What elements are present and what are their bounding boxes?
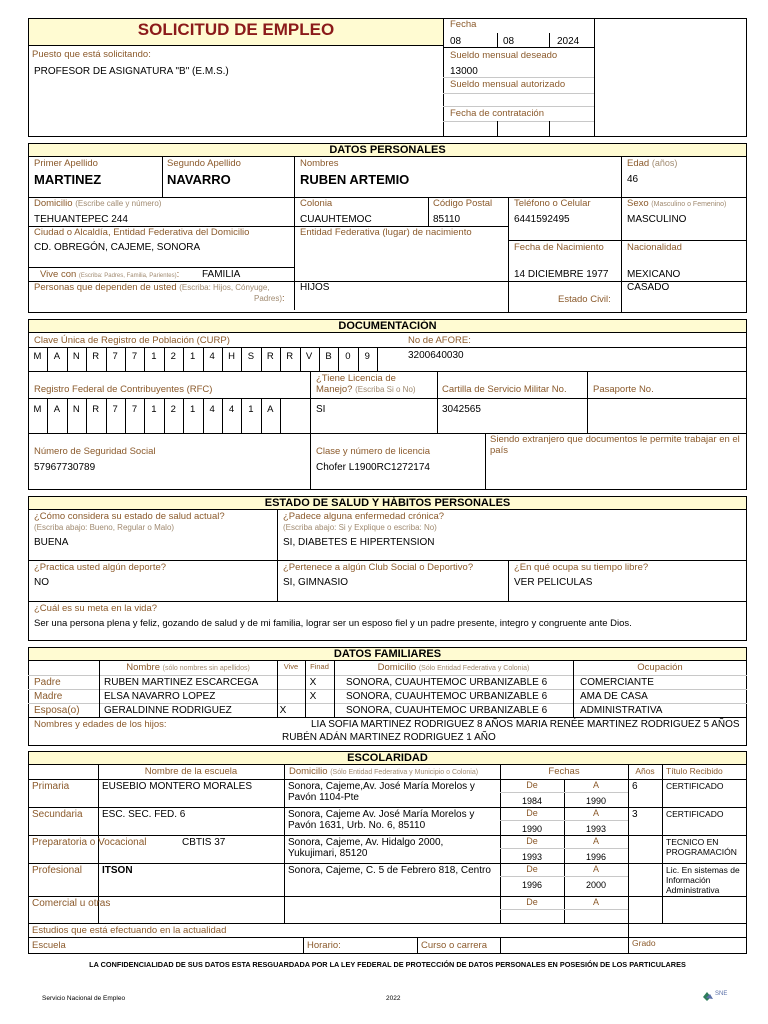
- esc-de-label: De: [526, 864, 538, 874]
- col-nombre-header: Nombre (sólo nombres sin apellidos): [126, 662, 250, 673]
- rfc-cell-divider: [280, 398, 281, 433]
- licencia-field[interactable]: SI: [316, 404, 326, 415]
- rfc-char: 4: [228, 404, 235, 415]
- familiar-nombre[interactable]: GERALDINNE RODRIGUEZ: [104, 705, 232, 716]
- esc-de-label: De: [526, 780, 538, 790]
- esc-de-label: De: [526, 808, 538, 818]
- cronica-hint: (Escriba abajo: Si y Explique o escriba: No): [283, 523, 437, 532]
- esc-date-divider: [500, 792, 628, 793]
- esc-escuela[interactable]: ITSON: [102, 865, 133, 876]
- curp-char: R: [286, 351, 294, 362]
- curp-char: 0: [345, 351, 351, 362]
- licencia-label: ¿Tiene Licencia de: [316, 373, 396, 384]
- estado-civil-field[interactable]: CASADO: [627, 282, 670, 293]
- sne-logo: [702, 989, 732, 1003]
- meta-field[interactable]: Ser una persona plena y feliz, gozando de salud y de mi familia, lograr ser un esposo fiel y un padre presente, integro y congruente ante Dios.: [34, 618, 632, 629]
- curp-char: 1: [151, 351, 157, 362]
- esc-escuela[interactable]: ESC. SEC. FED. 6: [102, 809, 186, 820]
- primer-apellido-label: Primer Apellido: [34, 158, 98, 169]
- esc-de-label: De: [526, 897, 538, 907]
- cartilla-label: Cartilla de Servicio Militar No.: [442, 384, 567, 395]
- esc-nivel: Preparatoria o Vocacional: [32, 837, 147, 848]
- esc-row-divider: [28, 835, 747, 836]
- curp-char: 1: [190, 351, 196, 362]
- curp-char: 7: [131, 351, 138, 362]
- vive-con-label: Vive con (Escriba: Padres, Familia, Parientes):: [40, 269, 180, 280]
- hijos-line-2[interactable]: RUBÉN ADÁN MARTINEZ RODRIGUEZ 1 AÑO: [282, 732, 496, 743]
- segundo-apellido-field[interactable]: NAVARRO: [167, 172, 231, 187]
- sne-logo-text: SNE: [715, 991, 728, 997]
- esc-a-year[interactable]: 1993: [585, 824, 607, 834]
- afore-field[interactable]: 3200640030: [408, 350, 464, 361]
- cronica-label: ¿Padece alguna enfermedad crónica?: [283, 511, 445, 522]
- esc-a-year[interactable]: 1996: [585, 852, 607, 862]
- vive-con-field[interactable]: FAMILIA: [202, 269, 241, 280]
- curp-char: M: [33, 351, 42, 362]
- esc-a-year[interactable]: 1990: [585, 796, 607, 806]
- esc-titulo-l2[interactable]: Información: [666, 875, 711, 885]
- extranjero-label: Siendo extranjero que documentos le permite trabajar en el país: [490, 434, 740, 456]
- edad-field[interactable]: 46: [627, 174, 639, 185]
- domicilio-field[interactable]: TEHUANTEPEC 244: [34, 214, 128, 225]
- sexo-field[interactable]: MASCULINO: [627, 214, 687, 225]
- esc-date-divider: [500, 909, 628, 910]
- rfc-char: 1: [190, 404, 196, 415]
- club-field[interactable]: SI, GIMNASIO: [283, 577, 349, 588]
- familiar-nombre[interactable]: RUBEN MARTINEZ ESCARCEGA: [104, 677, 259, 688]
- esc-titulo-l3[interactable]: Administrativa: [666, 885, 720, 895]
- nacionalidad-label: Nacionalidad: [627, 242, 682, 253]
- horario-label: Horario:: [307, 940, 341, 951]
- hijos-label: Nombres y edades de los hijos:: [34, 719, 167, 730]
- dependen-field[interactable]: HIJOS: [300, 282, 330, 293]
- footer-left: Servicio Nacional de Empleo: [42, 995, 126, 1002]
- familiar-domicilio[interactable]: SONORA, CUAUHTEMOC URBANIZABLE 6: [346, 691, 548, 702]
- curp-char: B: [325, 351, 332, 362]
- club-label: ¿Pertenece a algún Club Social o Deportivo?: [283, 562, 474, 573]
- curp-char: N: [72, 351, 80, 362]
- curp-char: V: [305, 351, 313, 362]
- rfc-label: Registro Federal de Contribuyentes (RFC): [34, 384, 213, 395]
- rfc-char: A: [267, 404, 274, 415]
- ciudad-label: Ciudad o Alcaldía, Entidad Federativa del Domicilio: [34, 227, 250, 238]
- esc-de-year[interactable]: 1993: [521, 852, 543, 862]
- licencia-label-2: Manejo? (Escriba Si o No): [316, 384, 416, 395]
- curp-cell-divider: [377, 347, 378, 371]
- nss-field[interactable]: 57967730789: [34, 462, 96, 473]
- ciudad-field[interactable]: CD. OBREGÓN, CAJEME, SONORA: [34, 242, 201, 253]
- esc-row-divider: [28, 863, 747, 864]
- esc-date-divider: [500, 848, 628, 849]
- meta-label: ¿Cuál es su meta en la vida?: [34, 603, 158, 614]
- col-domicilio-header: Domicilio (Sólo Entidad Federativa y Colonia): [377, 662, 530, 673]
- rfc-char: 7: [112, 404, 118, 415]
- familiar-nombre[interactable]: ELSA NAVARRO LOPEZ: [104, 691, 216, 702]
- esc-titulo-l1[interactable]: CERTIFICADO: [666, 781, 724, 791]
- rfc-char: A: [53, 404, 61, 415]
- cp-label: Código Postal: [433, 198, 493, 209]
- esc-titulo-l1[interactable]: CERTIFICADO: [666, 809, 724, 819]
- nss-label: Número de Seguridad Social: [34, 446, 156, 457]
- esc-domicilio-l2[interactable]: Pavón 1631, Urb. No. 6, 85110: [288, 820, 426, 831]
- segundo-apellido-label: Segundo Apellido: [167, 158, 241, 169]
- familiar-domicilio[interactable]: SONORA, CUAUHTEMOC URBANIZABLE 6: [346, 705, 548, 716]
- familiar-ocupacion[interactable]: AMA DE CASA: [580, 691, 648, 702]
- curp-char: A: [53, 351, 61, 362]
- telefono-field[interactable]: 6441592495: [514, 214, 570, 225]
- curso-label: Curso o carrera: [421, 940, 487, 951]
- esc-date-divider: [500, 820, 628, 821]
- escuela-actual-label: Escuela: [32, 940, 66, 951]
- rfc-char: 1: [248, 404, 254, 415]
- esc-a-label: A: [592, 836, 599, 846]
- estado-salud-hint: (Escriba abajo: Bueno, Regular o Malo): [34, 523, 175, 532]
- familiares-title: DATOS FAMILIARES: [28, 647, 747, 661]
- esc-titulo-l1[interactable]: TECNICO EN: [666, 837, 719, 847]
- fecha-day-field[interactable]: 08: [450, 36, 462, 47]
- esc-a-year[interactable]: 2000: [585, 880, 607, 890]
- familiar-finado[interactable]: X: [309, 691, 317, 702]
- rfc-char: M: [33, 404, 42, 415]
- estudios-actuales-label: Estudios que está efectuando en la actualidad: [32, 925, 227, 936]
- esc-row-divider: [28, 807, 747, 808]
- dependen-hint: Padres):: [254, 293, 285, 304]
- curp-label: Clave Única de Registro de Población (CURP): [34, 335, 230, 346]
- esc-de-year[interactable]: 1990: [521, 824, 543, 834]
- familiar-ocupacion[interactable]: ADMINISTRATIVA: [580, 705, 663, 716]
- familiar-relacion: Esposa(o): [34, 705, 80, 716]
- esc-row-divider: [28, 896, 747, 897]
- esc-anos[interactable]: 6: [632, 781, 638, 792]
- familiar-domicilio[interactable]: SONORA, CUAUHTEMOC URBANIZABLE 6: [346, 677, 548, 688]
- fecha-nacimiento-field[interactable]: 14 DICIEMBRE 1977: [514, 269, 609, 280]
- puesto-label: Puesto que está solicitando:: [32, 49, 151, 60]
- sueldo-deseado-field[interactable]: 13000: [450, 66, 478, 77]
- familiar-vive[interactable]: X: [279, 705, 287, 716]
- esc-domicilio-l1[interactable]: Sonora, Cajeme Av. José María Morelos y: [288, 809, 475, 820]
- esc-domicilio-l1[interactable]: Sonora, Cajeme, C. 5 de Febrero 818, Centro: [288, 865, 491, 876]
- esc-de-year[interactable]: 1996: [521, 880, 543, 890]
- nombres-field[interactable]: RUBEN ARTEMIO: [300, 172, 410, 187]
- curp-char: 7: [112, 351, 118, 362]
- privacy-notice: LA CONFIDENCIALIDAD DE SUS DATOS ESTA RESGUARDADA POR LA LEY FEDERAL DE PROTECCIÓN DE DATOS PERSONALES EN POSESIÓN DE LOS PARTICULARES: [89, 960, 686, 969]
- cp-field[interactable]: 85110: [433, 214, 461, 225]
- grado-label: Grado: [632, 938, 656, 948]
- familiar-relacion: Madre: [34, 691, 63, 702]
- deporte-field[interactable]: NO: [34, 577, 49, 588]
- colonia-label: Colonia: [300, 198, 333, 209]
- rfc-char: R: [92, 404, 100, 415]
- documentacion-title: DOCUMENTACIÓN: [28, 319, 747, 333]
- esc-escuela[interactable]: EUSEBIO MONTERO MORALES: [102, 781, 253, 792]
- salud-title: ESTADO DE SALUD Y HÁBITOS PERSONALES: [28, 496, 747, 510]
- nacionalidad-field[interactable]: MEXICANO: [627, 269, 681, 280]
- dependen-label: Personas que dependen de usted (Escriba: Hijos, Cónyuge,: [34, 282, 270, 293]
- fecha-year-field[interactable]: 2024: [557, 36, 580, 47]
- hijos-line-1[interactable]: LIA SOFIA MARTINEZ RODRIGUEZ 8 AÑOS MARIA RENÉE MARTINEZ RODRIGUEZ 5 AÑOS: [311, 719, 740, 730]
- domicilio-label: Domicilio (Escribe calle y número): [34, 198, 162, 209]
- rfc-char: 1: [151, 404, 157, 415]
- familiar-finado[interactable]: X: [309, 677, 317, 688]
- familiar-relacion: Padre: [34, 677, 61, 688]
- col-fechas-header: Fechas: [548, 766, 580, 777]
- deporte-label: ¿Practica usted algún deporte?: [34, 562, 167, 573]
- col-escuela-header: Nombre de la escuela: [144, 766, 238, 777]
- cronica-field[interactable]: SI, DIABETES E HIPERTENSION: [283, 537, 435, 548]
- sueldo-autorizado-label: Sueldo mensual autorizado: [450, 79, 566, 90]
- sexo-label: Sexo (Masculino o Femenino): [627, 198, 727, 209]
- tiempo-libre-label: ¿En qué ocupa su tiempo libre?: [514, 562, 649, 573]
- curp-char: S: [247, 351, 255, 362]
- curp-char: 2: [170, 351, 176, 362]
- esc-a-label: A: [592, 808, 599, 818]
- col-anos-header: Años: [635, 766, 655, 776]
- page-title: SOLICITUD DE EMPLEO: [137, 20, 335, 39]
- telefono-label: Teléfono o Celular: [514, 198, 591, 209]
- curp-char: 4: [209, 351, 215, 362]
- curp-char: 9: [364, 351, 370, 362]
- esc-nivel: Comercial u otras: [32, 898, 111, 909]
- esc-a-label: A: [592, 780, 599, 790]
- cartilla-field[interactable]: 3042565: [442, 404, 481, 415]
- estado-salud-label: ¿Cómo considera su estado de salud actual?: [34, 511, 225, 522]
- esc-nivel: Primaria: [32, 781, 70, 792]
- col-ocupacion-header: Ocupación: [637, 662, 683, 673]
- sueldo-deseado-label: Sueldo mensual deseado: [450, 50, 558, 61]
- esc-domicilio-l2[interactable]: Pavón 1104-Pte: [288, 792, 359, 803]
- pasaporte-label: Pasaporte No.: [593, 384, 654, 395]
- estado-salud-field[interactable]: BUENA: [34, 537, 69, 548]
- esc-domicilio-l1[interactable]: Sonora, Cajeme,Av. José María Morelos y: [288, 781, 475, 792]
- rfc-char: N: [72, 404, 80, 415]
- esc-nivel: Secundaria: [32, 809, 83, 820]
- curp-char: R: [266, 351, 274, 362]
- nombres-label: Nombres: [300, 158, 339, 169]
- fecha-nacimiento-label: Fecha de Nacimiento: [514, 242, 604, 253]
- datos-personales-title: DATOS PERSONALES: [28, 143, 747, 157]
- clase-licencia-field[interactable]: Chofer L1900RC1272174: [316, 462, 430, 473]
- esc-domicilio-l1[interactable]: Sonora, Cajeme, Av. Hidalgo 2000,: [288, 837, 444, 848]
- col-vive-header: Vive: [283, 662, 299, 671]
- esc-nivel: Profesional: [32, 865, 83, 876]
- primer-apellido-field[interactable]: MARTINEZ: [34, 172, 102, 187]
- afore-label: No de AFORE:: [408, 335, 471, 346]
- entidad-nacimiento-label: Entidad Federativa (lugar) de nacimiento: [300, 227, 472, 238]
- edad-label: Edad (años): [627, 158, 678, 169]
- fecha-contratacion-label: Fecha de contratación: [450, 108, 545, 119]
- esc-titulo-l2[interactable]: PROGRAMACIÓN: [666, 847, 737, 857]
- esc-titulo-l1[interactable]: Lic. En sistemas de: [666, 865, 740, 875]
- puesto-field[interactable]: PROFESOR DE ASIGNATURA "B" (E.M.S.): [34, 66, 229, 77]
- esc-de-year[interactable]: 1984: [521, 796, 543, 806]
- esc-date-divider: [500, 876, 628, 877]
- esc-de-label: De: [526, 836, 538, 846]
- col-titulo-header: Título Recibido: [666, 766, 723, 776]
- familiar-ocupacion[interactable]: COMERCIANTE: [580, 677, 654, 688]
- escolaridad-title: ESCOLARIDAD: [28, 751, 747, 765]
- esc-a-label: A: [592, 897, 599, 907]
- curp-char: R: [92, 351, 100, 362]
- esc-domicilio-l2[interactable]: Yukujimari, 85120: [288, 848, 368, 859]
- esc-a-label: A: [592, 864, 599, 874]
- rfc-char: 7: [131, 404, 138, 415]
- colonia-field[interactable]: CUAUHTEMOC: [300, 214, 372, 225]
- rfc-char: 4: [209, 404, 215, 415]
- estado-civil-label: Estado Civil:: [558, 294, 611, 305]
- rfc-char: 2: [170, 404, 176, 415]
- tiempo-libre-field[interactable]: VER PELICULAS: [514, 577, 593, 588]
- fecha-month-field[interactable]: 08: [503, 36, 515, 47]
- fecha-label: Fecha: [450, 19, 477, 30]
- esc-anos[interactable]: 3: [632, 809, 638, 820]
- curp-char: H: [228, 351, 235, 362]
- col-finad-header: Finad: [310, 662, 329, 671]
- footer-year: 2022: [386, 995, 401, 1002]
- esc-escuela[interactable]: CBTIS 37: [182, 837, 226, 848]
- col-domicilio-esc-header: Domicilio (Sólo Entidad Federativa y Municipio o Colonia): [289, 766, 479, 777]
- clase-licencia-label: Clase y número de licencia: [316, 446, 431, 457]
